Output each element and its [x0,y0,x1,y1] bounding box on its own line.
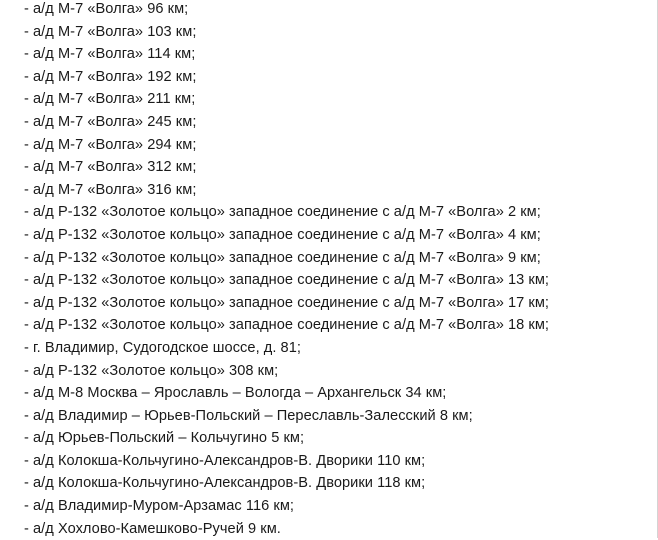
list-item: - а/д М-7 «Волга» 294 км; [24,136,197,153]
list-item: - а/д Р-132 «Золотое кольцо» западное соединение с а/д М-7 «Волга» 13 км; [24,272,550,289]
list-item: - а/д М-8 Москва – Ярославль – Вологда – Архангельск 34 км; [24,385,447,402]
list-item: - а/д М-7 «Волга» 316 км; [24,181,197,198]
list-item: - а/д М-7 «Волга» 192 км; [24,68,197,85]
list-item: - а/д Владимир-Муром-Арзамас 116 км; [24,498,295,515]
list-item: - а/д Колокша-Кольчугино-Александров-В. Дворики 118 км; [24,475,426,492]
list-item: - а/д М-7 «Волга» 103 км; [24,23,197,40]
list-item: - а/д Р-132 «Золотое кольцо» западное соединение с а/д М-7 «Волга» 2 км; [24,204,541,221]
list-item: - а/д Р-132 «Золотое кольцо» западное соединение с а/д М-7 «Волга» 4 км; [24,226,541,243]
list-item: - а/д Владимир – Юрьев-Польский – Переславль-Залесский 8 км; [24,407,473,424]
list-item: - а/д Р-132 «Золотое кольцо» западное соединение с а/д М-7 «Волга» 9 км; [24,249,541,266]
list-item: - а/д М-7 «Волга» 211 км; [24,91,196,108]
list-item: - а/д Р-132 «Золотое кольцо» западное соединение с а/д М-7 «Волга» 18 км; [24,317,550,334]
list-item: - г. Владимир, Судогодское шоссе, д. 81; [24,339,301,356]
list-item: - а/д М-7 «Волга» 312 км; [24,159,197,176]
list-item: - а/д М-7 «Волга» 114 км; [24,46,196,63]
list-item: - а/д Юрьев-Польский – Кольчугино 5 км; [24,430,305,447]
list-item: - а/д М-7 «Волга» 96 км; [24,1,189,17]
list-item: - а/д М-7 «Волга» 245 км; [24,113,197,130]
list-item: - а/д Р-132 «Золотое кольцо» 308 км; [24,362,279,379]
list-item: - а/д Р-132 «Золотое кольцо» западное соединение с а/д М-7 «Волга» 17 км; [24,294,550,311]
list-item: - а/д Колокша-Кольчугино-Александров-В. Дворики 110 км; [24,452,426,469]
list-item: - а/д Хохлово-Камешково-Ручей 9 км. [24,520,281,537]
